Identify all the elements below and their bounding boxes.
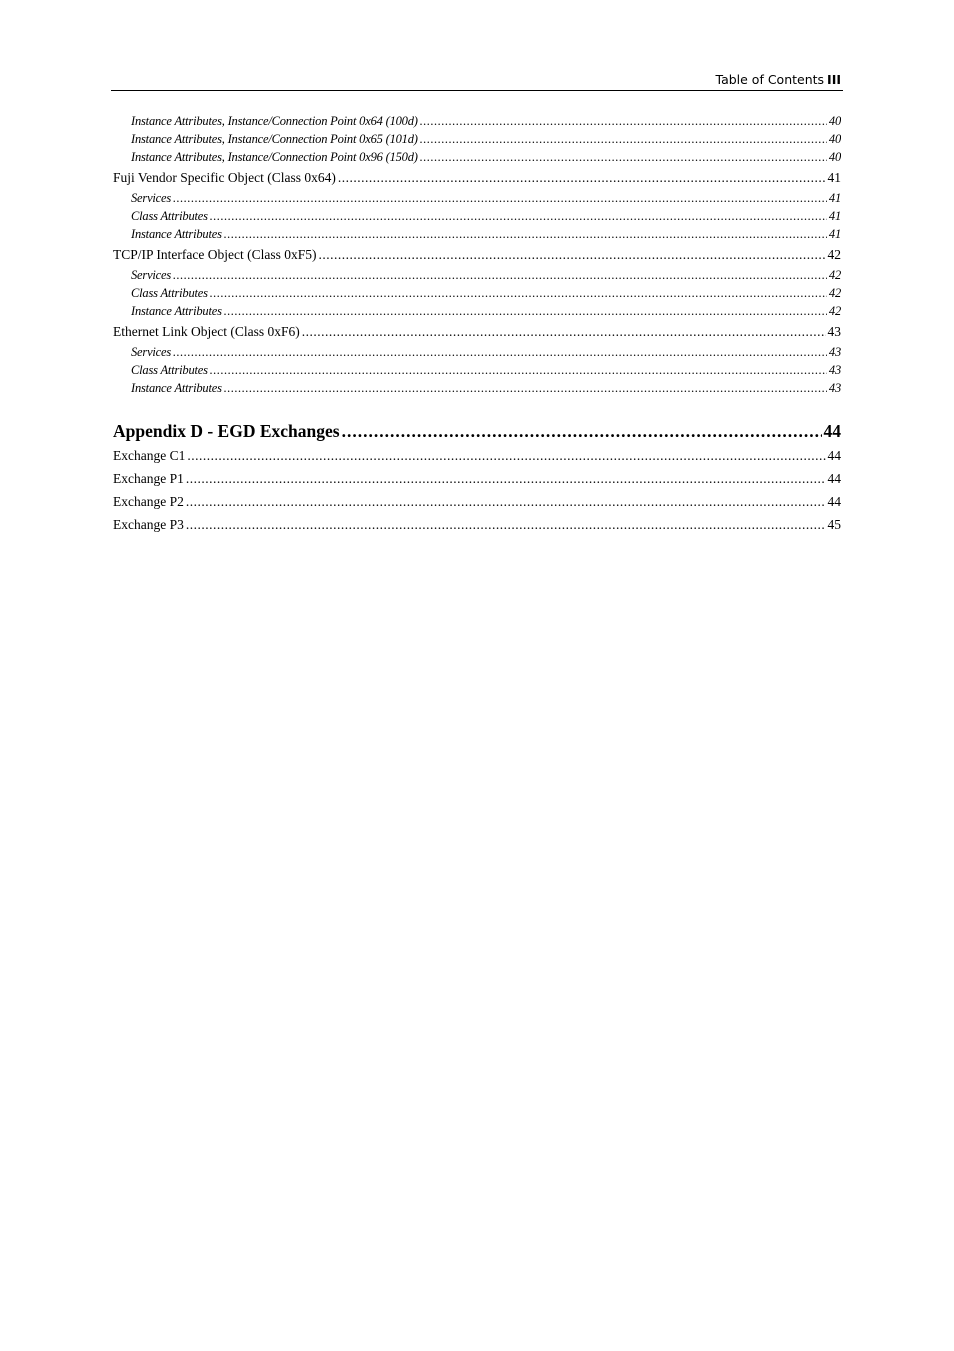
dot-leader [420, 112, 827, 130]
toc-entry-page: 41 [827, 170, 841, 185]
toc-entry-instance-attributes-0x64[interactable] [113, 112, 841, 130]
dot-leader [210, 284, 827, 302]
toc-chapter-appendix-d[interactable] [113, 418, 841, 444]
toc-entry-ethernet-link-object[interactable] [113, 320, 841, 343]
toc-entry-page: 40 [828, 114, 841, 128]
dot-leader [173, 189, 827, 207]
toc-entry-title: Fuji Vendor Specific Object (Class 0x64) [113, 170, 336, 185]
toc-entry-tcpip-services[interactable] [113, 266, 841, 284]
toc-entry-title: Class Attributes [131, 209, 208, 223]
toc-entry-page: 44 [827, 448, 841, 463]
toc-chapter-page: 44 [823, 421, 841, 441]
dot-leader [173, 266, 827, 284]
dot-leader [224, 302, 827, 320]
toc-entry-page: 42 [828, 268, 841, 282]
toc-entry-title: Exchange P3 [113, 517, 184, 532]
toc-entry-title: Instance Attributes, Instance/Connection Point 0x64 (100d) [131, 114, 418, 128]
toc-chapter-title: Appendix D - EGD Exchanges [113, 421, 340, 441]
toc-entry-page: 45 [827, 517, 841, 532]
toc-entry-page: 43 [828, 381, 841, 395]
toc-entry-exchange-p1[interactable] [113, 467, 841, 490]
toc-entry-page: 42 [827, 247, 841, 262]
toc-entry-title: Services [131, 345, 172, 359]
toc-entry-tcpip-instance-attributes[interactable] [113, 302, 841, 320]
table-of-contents [113, 112, 841, 536]
toc-entry-page: 44 [827, 471, 841, 486]
toc-entry-page: 43 [827, 324, 841, 339]
dot-leader [186, 490, 826, 513]
toc-entry-page: 43 [828, 363, 841, 377]
toc-entry-title: Instance Attributes [131, 304, 222, 318]
toc-entry-title: Class Attributes [131, 363, 208, 377]
toc-entry-page: 41 [828, 227, 841, 241]
toc-entry-fuji-vendor-object[interactable] [113, 166, 841, 189]
page-header [111, 72, 843, 91]
dot-leader [210, 207, 827, 225]
toc-entry-title: Instance Attributes, Instance/Connection Point 0x96 (150d) [131, 150, 418, 164]
toc-entry-fuji-instance-attributes[interactable] [113, 225, 841, 243]
toc-entry-title: Instance Attributes [131, 227, 222, 241]
dot-leader [187, 444, 825, 467]
toc-entry-exchange-p3[interactable] [113, 513, 841, 536]
toc-entry-instance-attributes-0x96[interactable] [113, 148, 841, 166]
toc-entry-page: 42 [828, 304, 841, 318]
toc-entry-fuji-class-attributes[interactable] [113, 207, 841, 225]
toc-entry-ethernet-services[interactable] [113, 343, 841, 361]
toc-entry-page: 41 [828, 191, 841, 205]
dot-leader [186, 513, 826, 536]
toc-entry-ethernet-class-attributes[interactable] [113, 361, 841, 379]
toc-entry-title: Instance Attributes, Instance/Connection Point 0x65 (101d) [131, 132, 418, 146]
toc-entry-exchange-p2[interactable] [113, 490, 841, 513]
toc-entry-ethernet-instance-attributes[interactable] [113, 379, 841, 397]
toc-entry-exchange-c1[interactable] [113, 444, 841, 467]
dot-leader [224, 379, 827, 397]
toc-entry-title: Exchange C1 [113, 448, 186, 463]
dot-leader [318, 243, 825, 266]
toc-entry-title: Exchange P2 [113, 494, 184, 509]
toc-entry-title: Services [131, 268, 172, 282]
toc-entry-title: Exchange P1 [113, 471, 184, 486]
dot-leader [338, 166, 826, 189]
toc-entry-fuji-services[interactable] [113, 189, 841, 207]
toc-entry-title: TCP/IP Interface Object (Class 0xF5) [113, 247, 317, 262]
dot-leader [224, 225, 827, 243]
toc-entry-page: 40 [828, 132, 841, 146]
toc-entry-title: Services [131, 191, 172, 205]
toc-entry-title: Instance Attributes [131, 381, 222, 395]
header-page-number: III [827, 72, 841, 87]
toc-entry-page: 41 [828, 209, 841, 223]
dot-leader [420, 148, 827, 166]
toc-entry-tcpip-interface-object[interactable] [113, 243, 841, 266]
dot-leader [210, 361, 827, 379]
dot-leader [342, 418, 822, 444]
dot-leader [420, 130, 827, 148]
toc-entry-page: 43 [828, 345, 841, 359]
header-label: Table of Contents [715, 72, 825, 87]
dot-leader [173, 343, 827, 361]
toc-entry-title: Class Attributes [131, 286, 208, 300]
toc-entry-title: Ethernet Link Object (Class 0xF6) [113, 324, 300, 339]
toc-entry-page: 42 [828, 286, 841, 300]
dot-leader [302, 320, 826, 343]
toc-entry-page: 44 [827, 494, 841, 509]
header-running-title [716, 72, 842, 88]
toc-entry-tcpip-class-attributes[interactable] [113, 284, 841, 302]
toc-entry-instance-attributes-0x65[interactable] [113, 130, 841, 148]
toc-entry-page: 40 [828, 150, 841, 164]
dot-leader [186, 467, 826, 490]
